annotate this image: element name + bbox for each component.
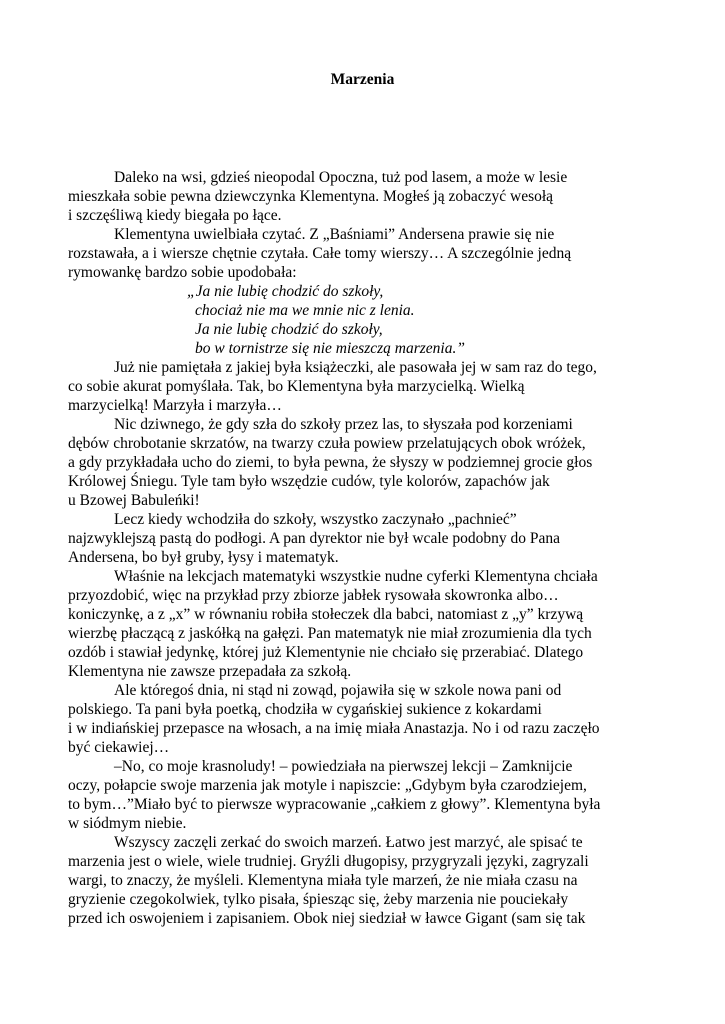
text-line: i szczęśliwą kiedy biegała po łące.: [68, 207, 282, 224]
text-line: Ale któregoś dnia, ni stąd ni zowąd, pojawiła się w szkole nowa pani od: [114, 682, 562, 699]
text-line: przed ich oswojeniem i zapisaniem. Obok niej siedział w ławce Gigant (sam się tak: [68, 910, 586, 927]
text-line: wierzbę płaczącą z jaskółką na gałęzi. Pan matematyk nie miał zrozumienia dla tych: [68, 625, 592, 642]
text-line: to bym…”Miało być to pierwsze wypracowanie „całkiem z głowy”. Klementyna była: [68, 796, 601, 813]
text-line: marzycielką! Marzyła i marzyła…: [68, 397, 282, 414]
text-line: u Bzowej Babuleńki!: [68, 492, 200, 509]
text-line: w siódmym niebie.: [68, 815, 187, 832]
poem-line: Ja nie lubię chodzić do szkoły,: [195, 321, 383, 338]
text-line: Właśnie na lekcjach matematyki wszystkie nudne cyferki Klementyna chciała: [114, 568, 598, 585]
text-line: rymowankę bardzo sobie upodobała:: [68, 264, 297, 281]
text-line: –No, co moje krasnoludy! – powiedziała na pierwszej lekcji – Zamknijcie: [114, 758, 573, 775]
text-line: Królowej Śniegu. Tyle tam było wszędzie cudów, tyle kolorów, zapachów jak: [68, 473, 550, 490]
text-line: polskiego. Ta pani była poetką, chodziła w cygańskiej sukience z kokardami: [68, 701, 542, 718]
text-line: gryzienie czegokolwiek, tylko pisała, śpiesząc się, żeby marzenia nie pouciekały: [68, 891, 569, 908]
text-line: przyozdobić, więc na przykład przy zbiorze jabłek rysowała skowronka albo…: [68, 587, 559, 604]
text-line: dębów chrobotanie skrzatów, na twarzy czuła powiew przelatujących obok wróżek,: [68, 435, 586, 452]
text-line: co sobie akurat pomyślała. Tak, bo Klementyna była marzycielką. Wielką: [68, 378, 525, 395]
text-line: Lecz kiedy wchodziła do szkoły, wszystko zaczynało „pachnieć”: [114, 511, 517, 528]
text-line: mieszkała sobie pewna dziewczynka Klementyna. Mogłeś ją zobaczyć wesołą: [68, 188, 554, 205]
text-line: oczy, połapcie swoje marzenia jak motyle i napiszcie: „Gdybym była czarodziejem,: [68, 777, 587, 794]
text-line: Daleko na wsi, gdzieś nieopodal Opoczna, tuż pod lasem, a może w lesie: [114, 169, 568, 186]
text-line: Wszyscy zaczęli zerkać do swoich marzeń. Łatwo jest marzyć, ale spisać te: [114, 834, 583, 851]
poem-line: bo w tornistrze się nie mieszczą marzenia.”: [195, 340, 465, 357]
text-line: Klementyna nie zawsze przepadała za szkołą.: [68, 663, 352, 680]
poem-line: „Ja nie lubię chodzić do szkoły,: [187, 283, 384, 300]
text-line: a gdy przykładała ucho do ziemi, to była pewna, że słyszy w podziemnej grocie głos: [68, 454, 593, 471]
text-line: Już nie pamiętała z jakiej była książeczki, ale pasowała jej w sam raz do tego,: [114, 359, 597, 376]
document-body: [68, 168, 668, 928]
poem-line: chociaż nie ma we mnie nic z lenia.: [195, 302, 415, 319]
text-line: być ciekawiej…: [68, 739, 170, 756]
text-line: Nic dziwnego, że gdy szła do szkoły przez las, to słyszała pod korzeniami: [114, 416, 573, 433]
text-line: ozdób i stawiał jedynkę, której już Klementynie nie chciało się przerabiać. Dlatego: [68, 644, 584, 661]
text-line: Andersena, bo był gruby, łysy i matematyk.: [68, 549, 339, 566]
text-line: koniczynkę, a z „x” w równaniu robiła stołeczek dla babci, natomiast z „y” krzywą: [68, 606, 584, 623]
text-line: Klementyna uwielbiała czytać. Z „Baśniami” Andersena prawie się nie: [114, 226, 555, 243]
text-line: najzwyklejszą pastą do podłogi. A pan dyrektor nie był wcale podobny do Pana: [68, 530, 561, 547]
text-line: wargi, to znaczy, że myśleli. Klementyna miała tyle marzeń, że nie miała czasu na: [68, 872, 578, 889]
text-line: rozstawała, a i wiersze chętnie czytała. Całe tomy wierszy… A szczególnie jedną: [68, 245, 572, 262]
text-line: i w indiańskiej przepasce na włosach, a na imię miała Anastazja. No i od razu zaczęło: [68, 720, 600, 737]
text-line: marzenia jest o wiele, wiele trudniej. Gryźli długopisy, przygryzali języki, zagryzali: [68, 853, 589, 870]
document-title: Marzenia: [330, 71, 395, 88]
